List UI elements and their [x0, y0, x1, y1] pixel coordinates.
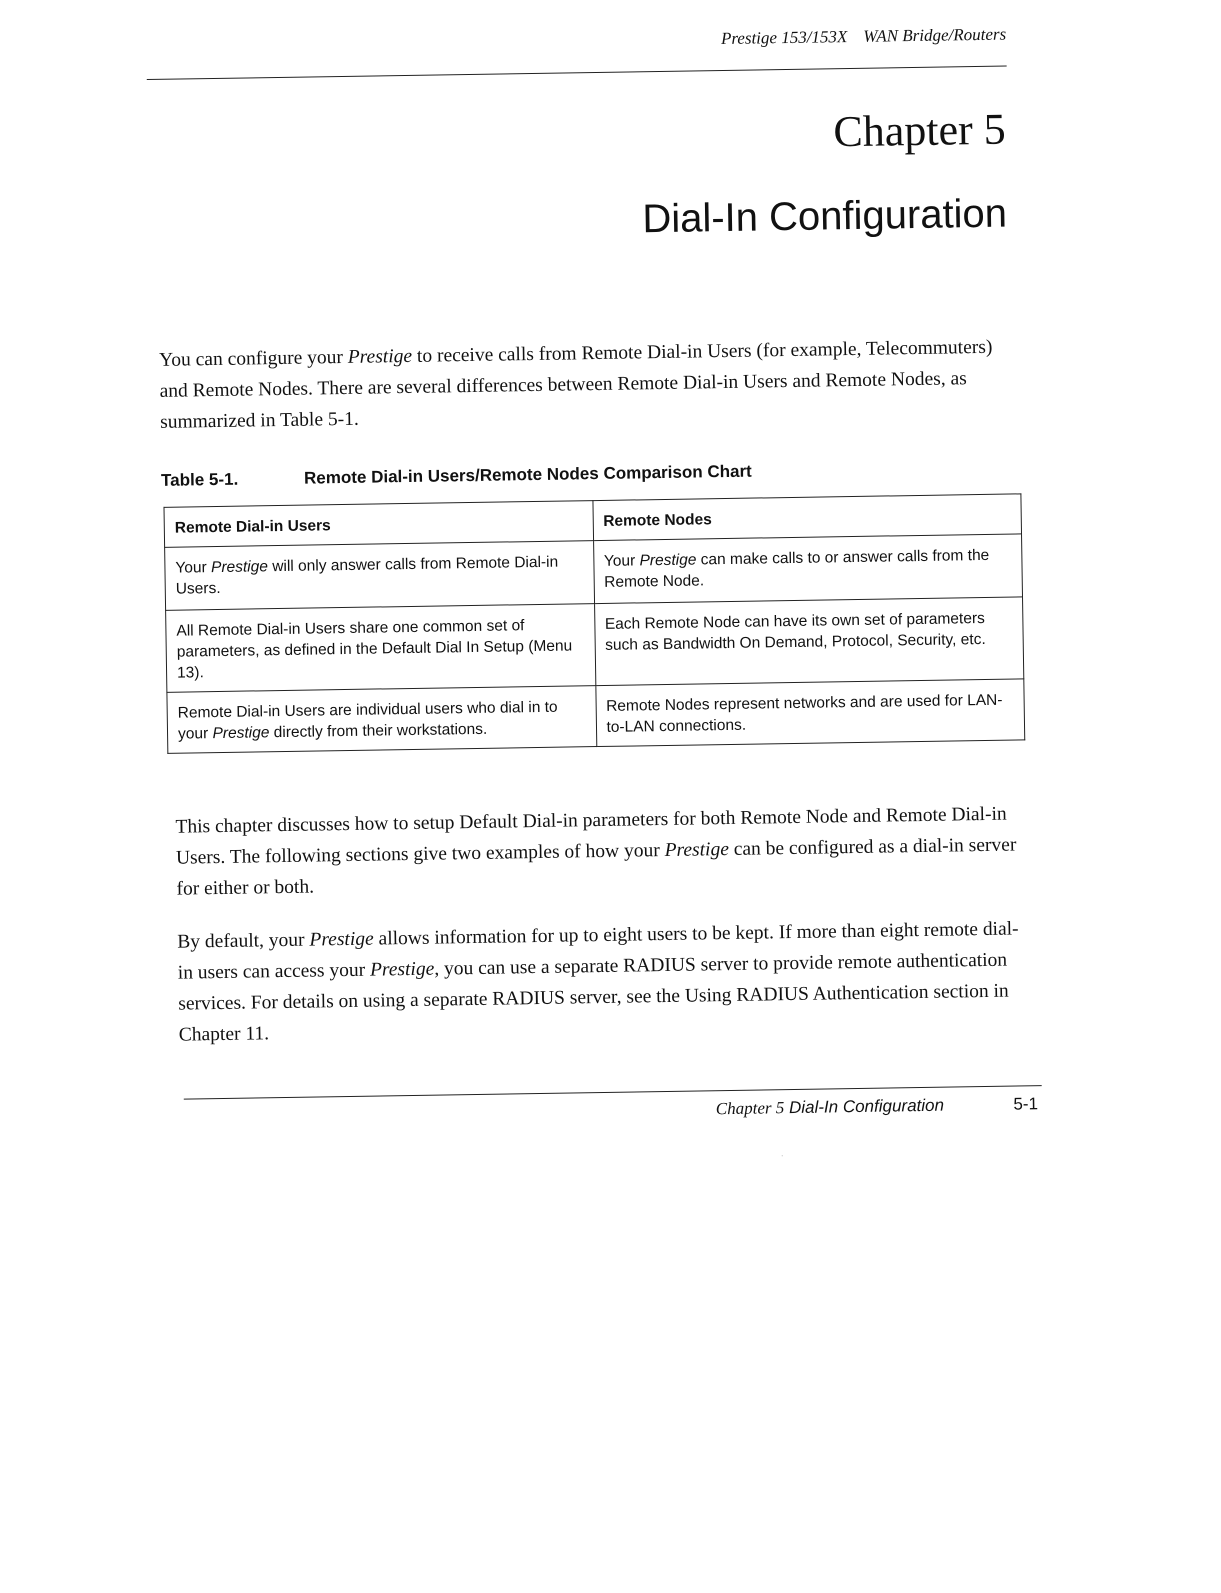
table-row	[167, 679, 1025, 753]
cell-text: Your	[175, 559, 212, 577]
header-product: Prestige 153/153X	[720, 27, 848, 49]
cell-prestige: Prestige	[210, 558, 269, 577]
cell-text: directly from their workstations.	[269, 720, 488, 742]
table-cell: Remote Nodes represent networks and are used for LAN-to-LAN connections.	[595, 679, 1024, 747]
table-caption-number: Table 5-1.	[160, 469, 239, 490]
comparison-table	[163, 493, 1025, 753]
table-cell: Each Remote Node can have its own set of parameters such as Bandwidth On Demand, Protocol, Security, etc.	[594, 597, 1024, 686]
footer-chapter-title: Dial-In Configuration	[788, 1095, 945, 1118]
running-header	[146, 20, 1007, 81]
table-cell	[165, 541, 594, 611]
paragraph-text: allows information for up to eight users to be kept. If more than eight remote dial-in users can access your	[177, 918, 1019, 984]
cell-text: will only answer calls from Remote Dial-in Users.	[175, 553, 559, 598]
page-number: 5-1	[1013, 1094, 1039, 1114]
table-cell	[167, 686, 596, 754]
paragraph-text: By default, your	[177, 929, 310, 953]
cell-prestige: Prestige	[212, 724, 270, 743]
intro-prestige: Prestige	[347, 345, 413, 368]
scan-speck	[782, 1155, 783, 1156]
paragraph-prestige: Prestige	[369, 958, 435, 981]
chapter-overview-paragraph	[175, 798, 1026, 904]
table-caption-title: Remote Dial-in Users/Remote Nodes Comparison Chart	[303, 461, 752, 488]
paragraph-text: This chapter discusses how to setup Default Dial-in parameters for both Remote Node and Remote Dial-in Users. The following sections give two examples of how your	[175, 803, 1007, 869]
table-row	[166, 597, 1024, 692]
intro-text-b: to receive calls from Remote Dial-in Users (for example, Telecommuters) and Remote Nodes. There are several differences between Remote Dial-in Users and Remote Nodes, as summarized in Table 5-1.	[159, 336, 993, 433]
header-subtitle: WAN Bridge/Routers	[863, 24, 1007, 46]
running-footer	[184, 1085, 1042, 1133]
cell-prestige: Prestige	[639, 551, 697, 570]
chapter-number: Chapter 5	[832, 104, 1007, 157]
chapter-title: Dial-In Configuration	[642, 191, 1008, 242]
default-users-paragraph	[177, 913, 1029, 1050]
table-header-cell: Remote Dial-in Users	[164, 501, 593, 548]
paragraph-text: can be configured as a dial-in server for either or both.	[176, 834, 1017, 900]
paragraph-prestige: Prestige	[309, 928, 374, 951]
footer-chapter-label: Chapter 5	[715, 1098, 785, 1119]
table-header-cell: Remote Nodes	[592, 494, 1021, 541]
paragraph-text: , you can use a separate RADIUS server to provide remote authentication services. For details on using a separate RADIUS server, see the Using RADIUS Authentication section in Chapter 11.	[178, 949, 1009, 1046]
cell-text: Remote Dial-in Users are individual users who dial in to your	[177, 698, 558, 743]
table-cell	[593, 534, 1022, 604]
cell-text: Your	[603, 552, 640, 570]
intro-text-a: You can configure your	[159, 346, 348, 371]
footer-chapter	[716, 1090, 945, 1126]
table-caption	[161, 454, 1011, 495]
intro-paragraph	[159, 332, 1010, 438]
cell-text: can make calls to or answer calls from the Remote Node.	[604, 546, 990, 591]
table-cell: All Remote Dial-in Users share one common set of parameters, as defined in the Default Dial In Setup (Menu 13).	[166, 604, 596, 693]
paragraph-prestige: Prestige	[664, 839, 730, 862]
